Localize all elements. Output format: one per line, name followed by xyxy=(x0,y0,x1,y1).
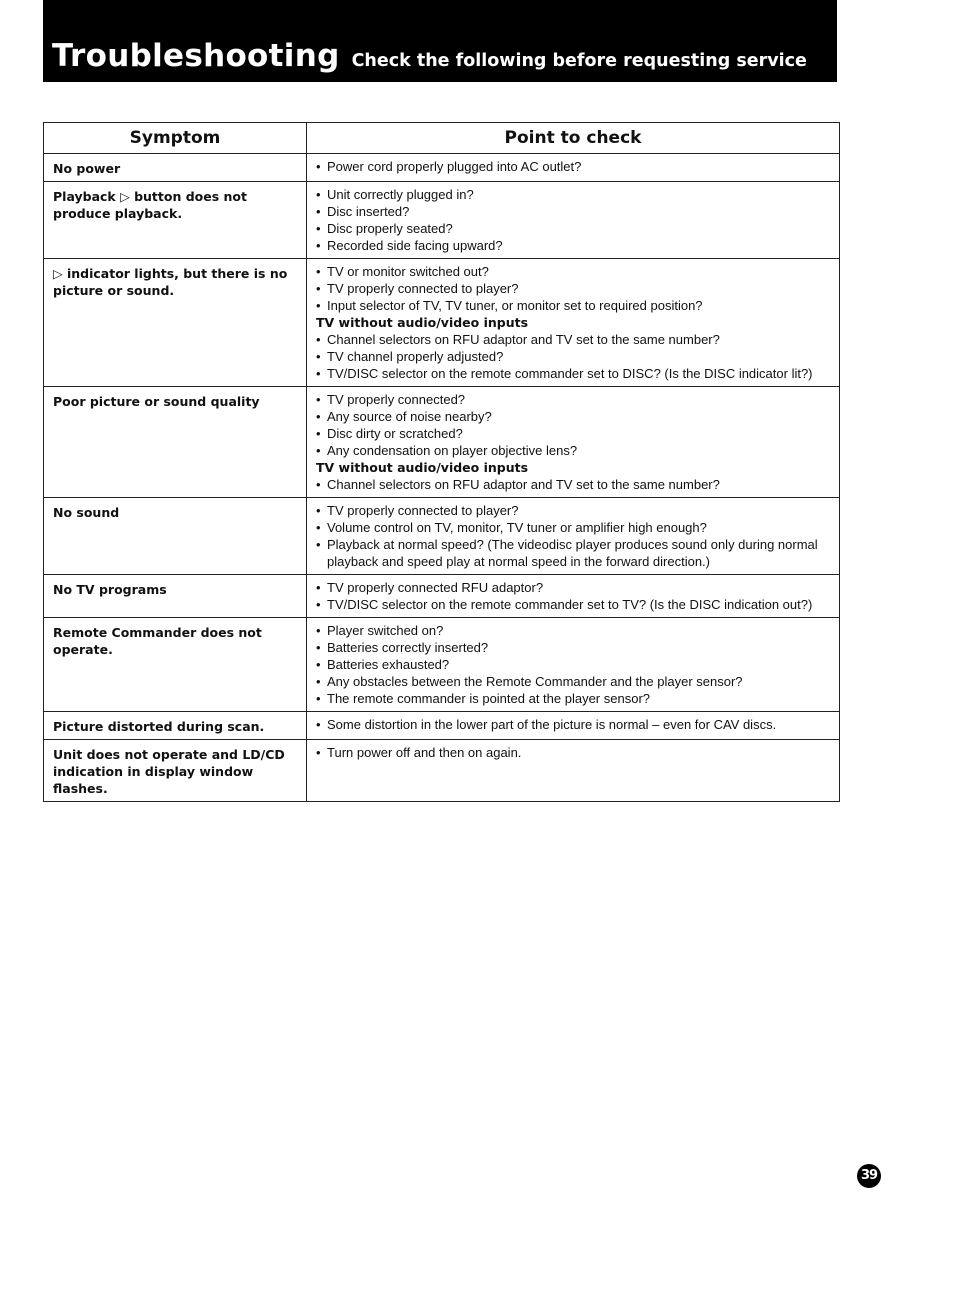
symptom-cell: ▷ indicator lights, but there is no picture or sound. xyxy=(44,259,307,387)
check-item: • Channel selectors on RFU adaptor and TV set to the same number? xyxy=(316,331,831,348)
troubleshooting-table xyxy=(43,122,840,802)
check-item: • Volume control on TV, monitor, TV tuner or amplifier high enough? xyxy=(316,519,831,536)
check-item: • Input selector of TV, TV tuner, or monitor set to required position? xyxy=(316,297,831,314)
table-row xyxy=(44,154,840,182)
check-item: • TV properly connected to player? xyxy=(316,502,831,519)
column-header-point-to-check: Point to check xyxy=(307,123,840,154)
symptom-cell: Playback ▷ button does not produce playback. xyxy=(44,182,307,259)
check-item: • Batteries exhausted? xyxy=(316,656,831,673)
table-row xyxy=(44,498,840,575)
check-item: • Disc dirty or scratched? xyxy=(316,425,831,442)
check-item: • Recorded side facing upward? xyxy=(316,237,831,254)
table-row xyxy=(44,618,840,712)
check-item: • Batteries correctly inserted? xyxy=(316,639,831,656)
check-item: • Disc properly seated? xyxy=(316,220,831,237)
check-item: • Any condensation on player objective lens? xyxy=(316,442,831,459)
table-row xyxy=(44,387,840,498)
check-item: • TV properly connected? xyxy=(316,391,831,408)
check-item: • Any obstacles between the Remote Commander and the player sensor? xyxy=(316,673,831,690)
check-item: • Some distortion in the lower part of the picture is normal – even for CAV discs. xyxy=(316,716,831,733)
table-body xyxy=(44,154,840,802)
table-row xyxy=(44,740,840,802)
check-item: • Disc inserted? xyxy=(316,203,831,220)
checks-cell xyxy=(307,154,840,182)
check-item: • TV/DISC selector on the remote commander set to DISC? (Is the DISC indicator lit?) xyxy=(316,365,831,382)
checks-cell xyxy=(307,387,840,498)
check-item: • TV/DISC selector on the remote commander set to TV? (Is the DISC indication out?) xyxy=(316,596,831,613)
checks-cell xyxy=(307,712,840,740)
check-item: • TV properly connected to player? xyxy=(316,280,831,297)
page-subtitle: Check the following before requesting service xyxy=(351,51,807,71)
checks-cell xyxy=(307,259,840,387)
page-number-badge: 39 xyxy=(857,1164,881,1188)
checks-cell xyxy=(307,498,840,575)
symptom-cell: Picture distorted during scan. xyxy=(44,712,307,740)
check-item: • Playback at normal speed? (The videodisc player produces sound only during normal playback and speed play at normal speed in the forward direction.) xyxy=(316,536,831,570)
check-item: • The remote commander is pointed at the player sensor? xyxy=(316,690,831,707)
symptom-cell: Remote Commander does not operate. xyxy=(44,618,307,712)
check-item: • TV properly connected RFU adaptor? xyxy=(316,579,831,596)
symptom-cell: No sound xyxy=(44,498,307,575)
symptom-cell: Poor picture or sound quality xyxy=(44,387,307,498)
table-header-row xyxy=(44,123,840,154)
check-item: • Power cord properly plugged into AC outlet? xyxy=(316,158,831,175)
check-item: • TV channel properly adjusted? xyxy=(316,348,831,365)
table-row xyxy=(44,575,840,618)
table-row xyxy=(44,259,840,387)
check-item: • Any source of noise nearby? xyxy=(316,408,831,425)
checks-cell xyxy=(307,740,840,802)
checks-cell xyxy=(307,618,840,712)
symptom-cell: No TV programs xyxy=(44,575,307,618)
check-item: • Channel selectors on RFU adaptor and TV set to the same number? xyxy=(316,476,831,493)
symptom-cell: Unit does not operate and LD/CD indication in display window flashes. xyxy=(44,740,307,802)
symptom-cell: No power xyxy=(44,154,307,182)
table-row xyxy=(44,182,840,259)
checks-cell xyxy=(307,575,840,618)
page-header xyxy=(43,0,837,82)
table-row xyxy=(44,712,840,740)
column-header-symptom: Symptom xyxy=(44,123,307,154)
page-title: Troubleshooting xyxy=(52,38,340,74)
check-subheading: TV without audio/video inputs xyxy=(316,460,529,475)
check-item: • Player switched on? xyxy=(316,622,831,639)
check-item: • Unit correctly plugged in? xyxy=(316,186,831,203)
check-item: • Turn power off and then on again. xyxy=(316,744,831,761)
checks-cell xyxy=(307,182,840,259)
check-item: • TV or monitor switched out? xyxy=(316,263,831,280)
check-subheading: TV without audio/video inputs xyxy=(316,315,529,330)
